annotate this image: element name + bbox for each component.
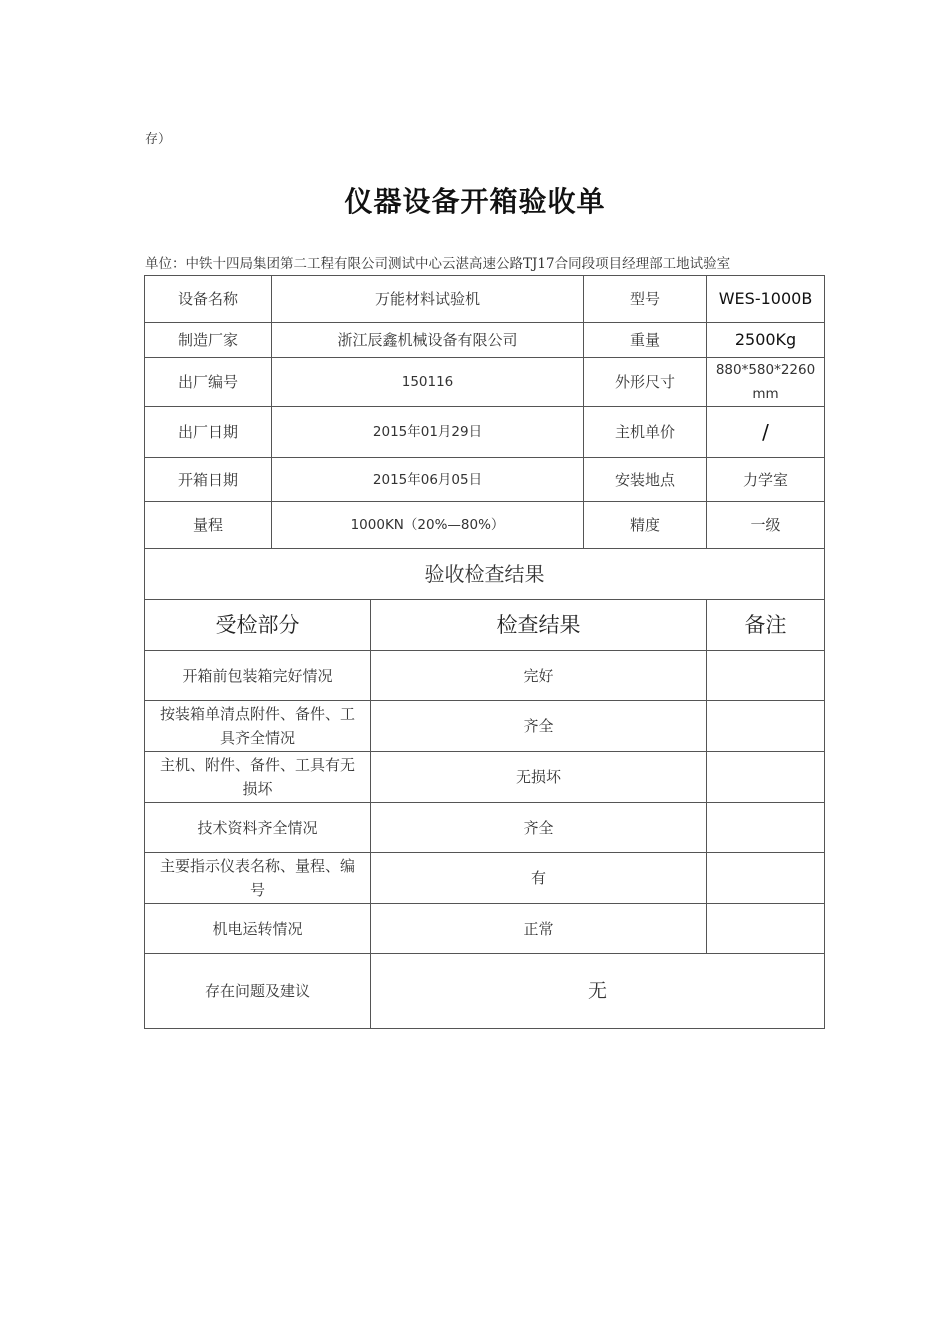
info-row bbox=[145, 458, 825, 502]
info-label: 主机单价 bbox=[584, 407, 707, 458]
info-label: 开箱日期 bbox=[145, 458, 272, 502]
unit-line: 单位：中铁十四局集团第二工程有限公司测试中心云湛高速公路TJ17合同段项目经理部工地试验室 bbox=[145, 256, 731, 272]
acceptance-form bbox=[144, 275, 824, 1029]
inspection-result: 齐全 bbox=[371, 803, 707, 853]
inspection-row bbox=[145, 803, 825, 853]
info-value: 1000KN（20%—80%） bbox=[272, 502, 584, 549]
info-value: 万能材料试验机 bbox=[272, 276, 584, 323]
info-label: 重量 bbox=[584, 323, 707, 358]
inspection-row bbox=[145, 701, 825, 752]
section-title: 验收检查结果 bbox=[145, 549, 825, 600]
info-value: 浙江辰鑫机械设备有限公司 bbox=[272, 323, 584, 358]
inspection-row bbox=[145, 853, 825, 904]
info-row bbox=[145, 323, 825, 358]
info-label: 设备名称 bbox=[145, 276, 272, 323]
inspection-result: 无损坏 bbox=[371, 752, 707, 803]
info-label: 外形尺寸 bbox=[584, 358, 707, 407]
inspection-result: 齐全 bbox=[371, 701, 707, 752]
info-label: 制造厂家 bbox=[145, 323, 272, 358]
acceptance-table bbox=[144, 275, 825, 1029]
inspection-part: 主机、附件、备件、工具有无损坏 bbox=[145, 752, 371, 803]
info-row bbox=[145, 276, 825, 323]
inspection-part: 按装箱单清点附件、备件、工具齐全情况 bbox=[145, 701, 371, 752]
info-label: 出厂日期 bbox=[145, 407, 272, 458]
info-row bbox=[145, 358, 825, 407]
inspection-remark bbox=[707, 701, 825, 752]
header-remark: 备注 bbox=[707, 600, 825, 651]
issues-value: 无 bbox=[371, 954, 825, 1029]
info-row bbox=[145, 407, 825, 458]
info-value: / bbox=[707, 407, 825, 458]
section-title-row bbox=[145, 549, 825, 600]
issues-row bbox=[145, 954, 825, 1029]
info-value: 一级 bbox=[707, 502, 825, 549]
inspection-remark bbox=[707, 651, 825, 701]
inspection-part: 开箱前包装箱完好情况 bbox=[145, 651, 371, 701]
header-part: 受检部分 bbox=[145, 600, 371, 651]
inspection-row bbox=[145, 651, 825, 701]
inspection-header-row bbox=[145, 600, 825, 651]
info-value: 力学室 bbox=[707, 458, 825, 502]
page-title: 仪器设备开箱验收单 bbox=[344, 185, 606, 218]
info-value: WES-1000B bbox=[707, 276, 825, 323]
info-value: 2015年01月29日 bbox=[272, 407, 584, 458]
info-value: 880*580*2260mm bbox=[707, 358, 825, 407]
info-value: 150116 bbox=[272, 358, 584, 407]
info-label: 出厂编号 bbox=[145, 358, 272, 407]
info-value: 2015年06月05日 bbox=[272, 458, 584, 502]
info-row bbox=[145, 502, 825, 549]
issues-label: 存在问题及建议 bbox=[145, 954, 371, 1029]
info-label: 量程 bbox=[145, 502, 272, 549]
inspection-remark bbox=[707, 904, 825, 954]
header-result: 检查结果 bbox=[371, 600, 707, 651]
inspection-part: 技术资料齐全情况 bbox=[145, 803, 371, 853]
inspection-remark bbox=[707, 853, 825, 904]
page-fragment-text: 存） bbox=[145, 132, 172, 147]
info-label: 型号 bbox=[584, 276, 707, 323]
info-label: 精度 bbox=[584, 502, 707, 549]
inspection-result: 有 bbox=[371, 853, 707, 904]
inspection-part: 机电运转情况 bbox=[145, 904, 371, 954]
inspection-row bbox=[145, 752, 825, 803]
inspection-part: 主要指示仪表名称、量程、编号 bbox=[145, 853, 371, 904]
inspection-remark bbox=[707, 803, 825, 853]
inspection-row bbox=[145, 904, 825, 954]
inspection-result: 正常 bbox=[371, 904, 707, 954]
info-label: 安装地点 bbox=[584, 458, 707, 502]
inspection-remark bbox=[707, 752, 825, 803]
info-value: 2500Kg bbox=[707, 323, 825, 358]
inspection-result: 完好 bbox=[371, 651, 707, 701]
